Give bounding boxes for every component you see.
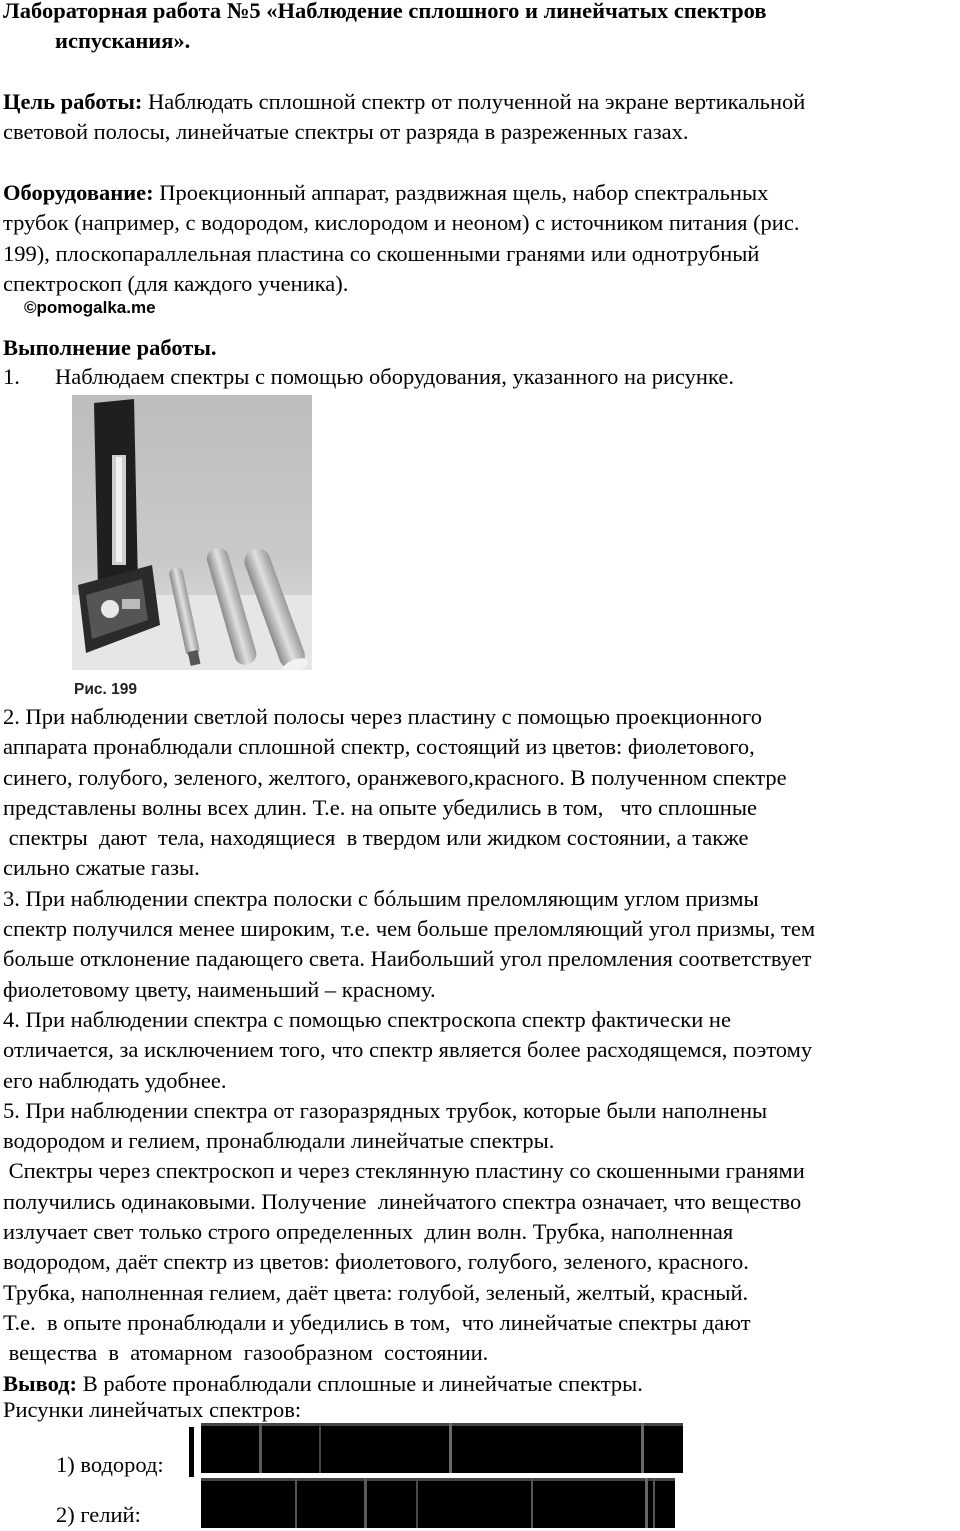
body-line: 2. При наблюдении светлой полосы через пластину с помощью проекционного xyxy=(3,704,762,729)
hydrogen-label: 1) водород: xyxy=(56,1452,164,1477)
hydrogen-spectrum xyxy=(201,1423,683,1473)
body-line: водородом и гелием, пронаблюдали линейчатые спектры. xyxy=(3,1128,555,1154)
body-line: 5. При наблюдении спектра от газоразрядных трубок, которые были наполнены xyxy=(3,1097,768,1123)
equipment-photo-illustration xyxy=(72,395,312,670)
equipment-line-2: трубок (например, с водородом, кислородом и неоном) с источником питания (рис. xyxy=(3,210,800,236)
body-line: Трубка, наполненная гелием, даёт цвета: голубой, зеленый, желтый, красный. xyxy=(3,1279,749,1305)
title-line-1: Лабораторная работа №5 «Наблюдение сплошного и линейчатых спектров xyxy=(3,0,767,23)
body-line: спектры дают тела, находящиеся в твердом или жидком состоянии, а также xyxy=(3,825,749,851)
figure-caption: Рис. 199 xyxy=(74,681,137,698)
helium-label: 2) гелий: xyxy=(56,1502,141,1527)
document-title xyxy=(3,0,953,57)
body-line: получились одинаковыми. Получение линейчатого спектра означает, что вещество xyxy=(3,1188,802,1214)
body-line: фиолетовому цвету, наименьший – красному. xyxy=(3,976,436,1002)
equipment-line-1: Проекционный аппарат, раздвижная щель, набор спектральных xyxy=(153,180,769,205)
body-line: водородом, даёт спектр из цветов: фиолетового, голубого, зеленого, красного. xyxy=(3,1249,749,1275)
body-line: синего, голубого, зеленого, желтого, оранжевого,красного. В полученном спектре xyxy=(3,764,787,790)
hydrogen-spectrum-marker xyxy=(189,1427,194,1477)
goal-line-1: Наблюдать сплошной спектр от полученной на экране вертикальной xyxy=(142,89,806,114)
equipment-line-4: спектроскоп (для каждого ученика). xyxy=(3,270,349,296)
step-1 xyxy=(3,362,734,392)
equipment-label: Оборудование: xyxy=(3,180,154,205)
body-line: больше отклонение падающего света. Наибольший угол преломления соответствует xyxy=(3,946,812,972)
title-line-2: испускания». xyxy=(55,28,191,54)
step-1-number: 1. xyxy=(3,364,20,389)
body-line: Т.е. в опыте пронаблюдали и убедились в том, что линейчатые спектры дают xyxy=(3,1309,751,1335)
goal-line-2: световой полосы, линейчатые спектры от разряда в разреженных газах. xyxy=(3,119,689,145)
equipment-photo xyxy=(72,395,312,670)
conclusion-label: Вывод: xyxy=(3,1370,78,1396)
execution-heading: Выполнение работы. xyxy=(3,335,217,360)
body-line: его наблюдать удобнее. xyxy=(3,1067,227,1093)
body-line: 3. При наблюдении спектра полоски с бóльшим преломляющим углом призмы xyxy=(3,885,759,911)
body-line: Спектры через спектроскоп и через стеклянную пластину со скошенными гранями xyxy=(3,1158,805,1184)
body-line: спектр получился менее широким, т.е. чем больше преломляющий угол призмы, тем xyxy=(3,916,816,942)
spectra-title: Рисунки линейчатых спектров: xyxy=(3,1397,302,1422)
body-line: аппарата пронаблюдали сплошной спектр, состоящий из цветов: фиолетового, xyxy=(3,734,755,760)
body-text xyxy=(3,702,960,1399)
conclusion xyxy=(3,1369,960,1399)
body-line: излучает свет только строго определенных длин волн. Трубка, наполненная xyxy=(3,1219,734,1245)
goal-label: Цель работы: xyxy=(3,89,143,114)
body-line: представлены волны всех длин. Т.е. на опыте убедились в том, что сплошные xyxy=(3,794,757,820)
helium-spectrum xyxy=(201,1478,675,1528)
body-line: 4. При наблюдении спектра с помощью спектроскопа спектр фактически не xyxy=(3,1006,731,1032)
equipment-line-3: 199), плоскопараллельная пластина со скошенными гранями или однотрубный xyxy=(3,240,760,266)
step-1-text: Наблюдаем спектры с помощью оборудования, указанного на рисунке. xyxy=(55,364,734,389)
body-line: отличается, за исключением того, что спектр является более расходящемся, поэтому xyxy=(3,1037,813,1063)
conclusion-text: В работе пронаблюдали сплошные и линейчатые спектры. xyxy=(77,1370,643,1396)
equipment-section xyxy=(3,178,958,299)
watermark: ©pomogalka.me xyxy=(24,298,156,317)
body-line: вещества в атомарном газообразном состоянии. xyxy=(3,1340,489,1366)
goal-section xyxy=(3,87,958,148)
body-line: сильно сжатые газы. xyxy=(3,855,200,881)
